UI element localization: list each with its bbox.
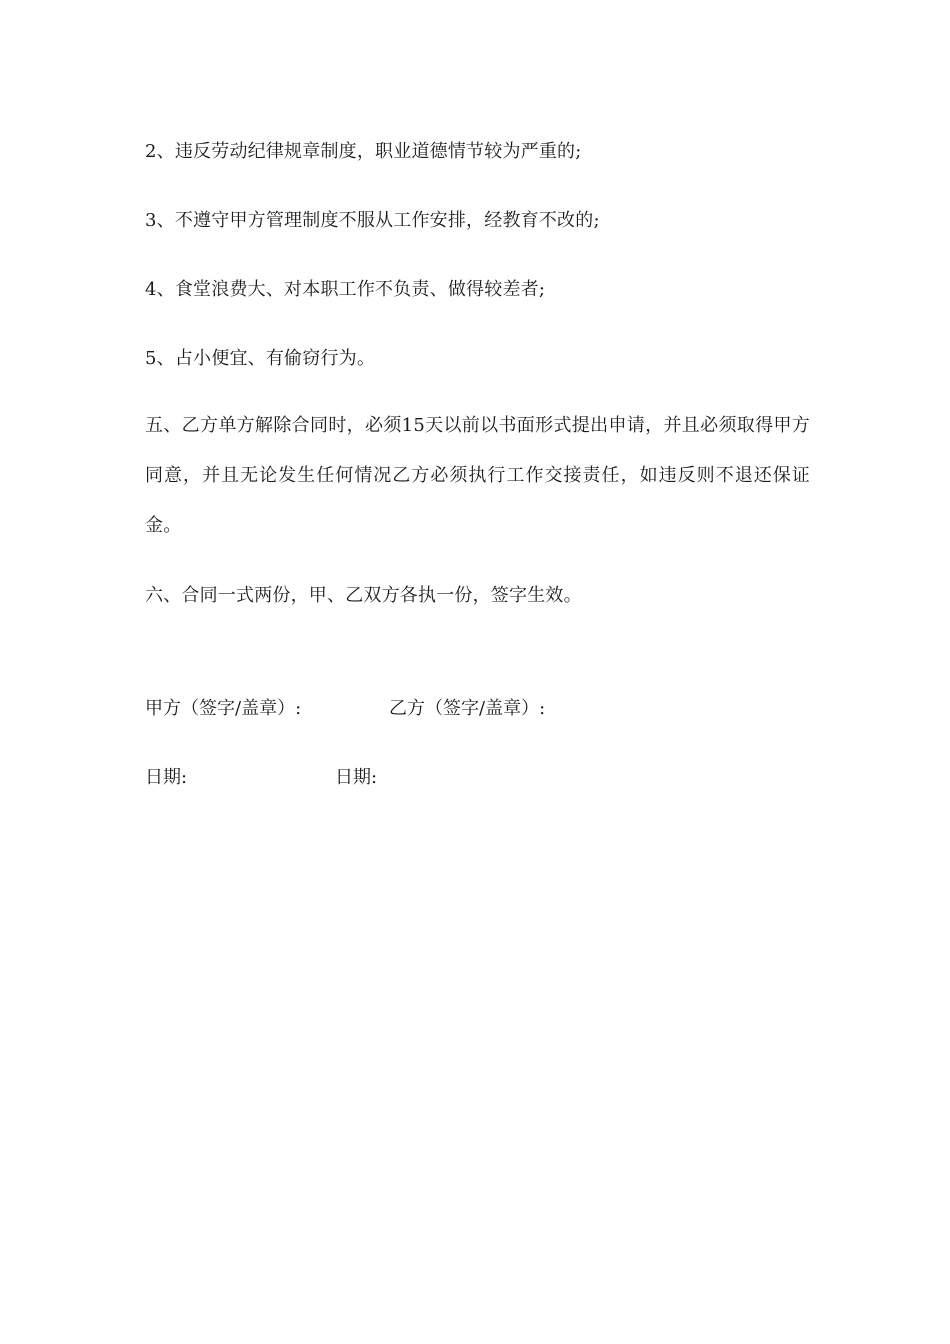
- clause-item-2: 2、违反劳动纪律规章制度，职业道德情节较为严重的;: [145, 141, 582, 162]
- clause-six: 六、合同一式两份，甲、乙双方各执一份，签字生效。: [145, 585, 582, 606]
- clause-item-3: 3、不遵守甲方管理制度不服从工作安排，经教育不改的;: [145, 210, 600, 231]
- clause-five: 五、乙方单方解除合同时，必须15天以前以书面形式提出申请，并且必须取得甲方同意，并且无论发生任何情况乙方必须执行工作交接责任，如违反则不退还保证金。: [145, 415, 810, 536]
- clause-item-4: 4、食堂浪费大、对本职工作不负责、做得较差者;: [145, 279, 546, 300]
- party-a-date-label: 日期:: [145, 767, 188, 788]
- party-a-signature-label: 甲方（签字/盖章）:: [145, 698, 302, 719]
- party-b-signature-label: 乙方（签字/盖章）:: [389, 698, 546, 719]
- clause-item-5: 5、占小便宜、有偷窃行为。: [145, 348, 376, 369]
- party-b-date-label: 日期:: [335, 767, 378, 788]
